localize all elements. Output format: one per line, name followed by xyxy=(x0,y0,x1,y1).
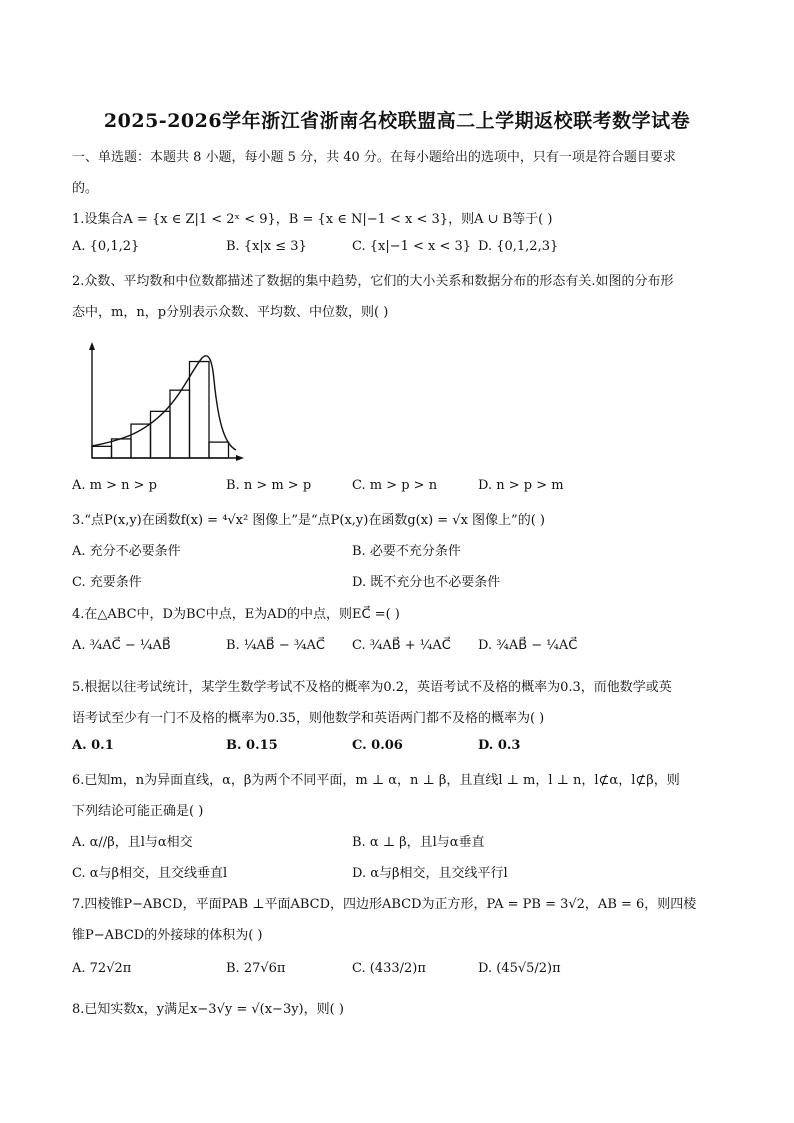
page-title: 2025-2026学年浙江省浙南名校联盟高二上学期返校联考数学试卷 xyxy=(103,110,691,132)
question-7-stem-1: 7.四棱锥P−ABCD，平面PAB ⊥平面ABCD，四边形ABCD为正方形，PA = PB = 3√2，AB = 6，则四棱 xyxy=(72,897,697,912)
histogram-bar xyxy=(190,362,210,458)
histogram-bar xyxy=(131,424,151,458)
q3-option-d[interactable]: D. 既不充分也不必要条件 xyxy=(352,575,501,590)
q2-option-a[interactable]: A. m > n > p xyxy=(72,478,157,493)
q1-option-b[interactable]: B. {x|x ≤ 3} xyxy=(226,239,307,254)
section-heading: 一、单选题：本题共 8 小题，每小题 5 分，共 40 分。在每小题给出的选项中，只有一项是符合题目要求 xyxy=(72,150,676,165)
q3-option-c[interactable]: C. 充要条件 xyxy=(72,575,142,590)
q5-option-d[interactable]: D. 0.3 xyxy=(478,738,521,753)
question-8-stem: 8.已知实数x，y满足x−3√y = √(x−3y)，则( ) xyxy=(72,1002,344,1017)
q4-option-c[interactable]: C. ¾AB⃗ + ¼AC⃗ xyxy=(352,638,451,653)
y-axis-arrow xyxy=(89,342,95,350)
q2-option-d[interactable]: D. n > p > m xyxy=(478,478,564,493)
q1-option-a[interactable]: A. {0,1,2} xyxy=(72,239,140,254)
q1-option-c[interactable]: C. {x|−1 < x < 3} xyxy=(352,239,472,254)
question-2-stem-1: 2.众数、平均数和中位数都描述了数据的集中趋势，它们的大小关系和数据分布的形态有关.如图的分布形 xyxy=(72,274,674,289)
x-axis-arrow xyxy=(236,455,244,461)
q4-option-d[interactable]: D. ¾AB⃗ − ¼AC⃗ xyxy=(478,638,578,653)
question-2-stem-2: 态中，m，n，p分别表示众数、平均数、中位数，则( ) xyxy=(72,305,389,320)
q1-option-d[interactable]: D. {0,1,2,3} xyxy=(478,239,559,254)
histogram-bar xyxy=(170,390,190,458)
q6-option-b[interactable]: B. α ⊥ β，且l与α垂直 xyxy=(352,835,485,850)
question-5-stem-2: 语考试至少有一门不及格的概率为0.35，则他数学和英语两门都不及格的概率为( ) xyxy=(72,711,545,726)
histogram-bar xyxy=(209,442,229,458)
q3-option-a[interactable]: A. 充分不必要条件 xyxy=(72,544,181,559)
q2-option-c[interactable]: C. m > p > n xyxy=(352,478,438,493)
distribution-histogram xyxy=(84,340,254,470)
q6-option-c[interactable]: C. α与β相交，且交线垂直l xyxy=(72,866,228,881)
q7-option-b[interactable]: B. 27√6π xyxy=(226,961,286,976)
question-5-stem-1: 5.根据以往考试统计，某学生数学考试不及格的概率为0.2，英语考试不及格的概率为0.3，而他数学或英 xyxy=(72,680,672,695)
histogram-bar xyxy=(151,411,171,458)
q7-option-c[interactable]: C. (433/2)π xyxy=(352,961,426,976)
q6-option-d[interactable]: D. α与β相交，且交线平行l xyxy=(352,866,508,881)
question-3-stem: 3.“点P(x,y)在函数f(x) = ⁴√x² 图像上”是“点P(x,y)在函数g(x) = √x 图像上”的( ) xyxy=(72,513,545,528)
q2-option-b[interactable]: B. n > m > p xyxy=(226,478,312,493)
q4-option-a[interactable]: A. ¾AC⃗ − ¼AB⃗ xyxy=(72,638,171,653)
q4-option-b[interactable]: B. ¼AB⃗ − ¾AC⃗ xyxy=(226,638,325,653)
q7-option-a[interactable]: A. 72√2π xyxy=(72,961,132,976)
distribution-curve xyxy=(92,356,236,450)
question-4-stem: 4.在△ABC中，D为BC中点，E为AD的中点，则EC⃗ =( ) xyxy=(72,607,400,622)
histogram-bar xyxy=(112,439,132,458)
section-heading-cont: 的。 xyxy=(72,181,99,196)
question-7-stem-2: 锥P−ABCD的外接球的体积为( ) xyxy=(72,928,263,943)
q3-option-b[interactable]: B. 必要不充分条件 xyxy=(352,544,461,559)
question-1-stem: 1.设集合A = {x ∈ Z|1 < 2ˣ < 9}，B = {x ∈ N|−1 < x < 3}，则A ∪ B等于( ) xyxy=(72,212,553,227)
q5-option-b[interactable]: B. 0.15 xyxy=(226,738,278,753)
q5-option-c[interactable]: C. 0.06 xyxy=(352,738,403,753)
q6-option-a[interactable]: A. α//β，且l与α相交 xyxy=(72,835,193,850)
q7-option-d[interactable]: D. (45√5/2)π xyxy=(478,961,561,976)
question-6-stem-1: 6.已知m，n为异面直线，α，β为两个不同平面，m ⊥ α，n ⊥ β，且直线l ⊥ m，l ⊥ n，l⊄α，l⊄β，则 xyxy=(72,773,680,788)
histogram-bar xyxy=(92,446,112,458)
question-6-stem-2: 下列结论可能正确是( ) xyxy=(72,804,204,819)
q5-option-a[interactable]: A. 0.1 xyxy=(72,738,114,753)
